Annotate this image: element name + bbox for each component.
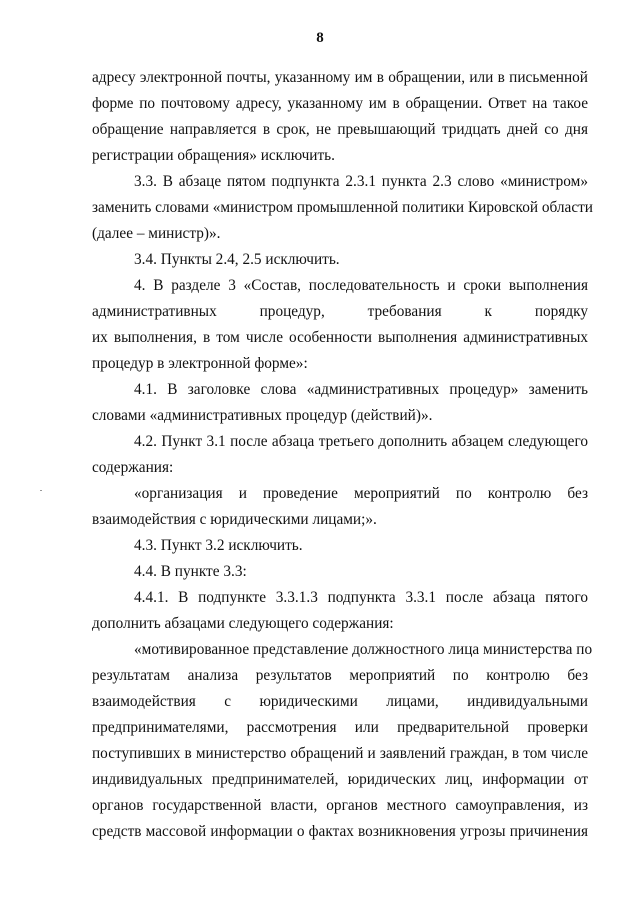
text-line: 4.4. В пункте 3.3:	[134, 563, 247, 580]
text-line: 4. В разделе 3 «Состав, последовательность и сроки выполнения	[134, 277, 588, 294]
text-line: 4.1. В заголовке слова «административных процедур» заменить	[134, 381, 588, 398]
text-line: заменить словами «министром промышленной политики Кировской области	[92, 199, 593, 216]
text-line: 3.3. В абзаце пятом подпункта 2.3.1 пункта 2.3 слово «министром»	[134, 173, 588, 190]
text-line: индивидуальных предпринимателей, юридических лиц, информации от	[92, 771, 588, 788]
text-line: 3.4. Пункты 2.4, 2.5 исключить.	[134, 251, 340, 268]
text-line: словами «административных процедур (действий)».	[92, 407, 433, 424]
text-line: «мотивированное представление должностного лица министерства по	[134, 641, 593, 658]
text-line: административных процедур, требования к порядку	[92, 303, 588, 320]
text-line: регистрации обращения» исключить.	[92, 147, 335, 164]
text-line: предпринимателями, рассмотрения или предварительной проверки	[92, 719, 588, 736]
text-line: 4.4.1. В подпункте 3.3.1.3 подпункта 3.3.1 после абзаца пятого	[134, 589, 588, 606]
text-line: взаимодействия с юридическими лицами, индивидуальными	[92, 693, 588, 710]
text-line: обращение направляется в срок, не превышающий тридцать дней со дня	[92, 121, 588, 138]
text-line: адресу электронной почты, указанному им в обращении, или в письменной	[92, 69, 588, 86]
text-line: «организация и проведение мероприятий по контролю без	[134, 485, 588, 502]
text-line: дополнить абзацами следующего содержания:	[92, 615, 394, 632]
text-line: поступивших в министерство обращений и заявлений граждан, в том числе	[92, 745, 588, 762]
text-line: (далее – министр)».	[92, 225, 221, 242]
text-line: процедур в электронной форме»:	[92, 355, 308, 372]
text-line: 4.2. Пункт 3.1 после абзаца третьего дополнить абзацем следующего	[134, 433, 588, 450]
text-line: результатам анализа результатов мероприятий по контролю без	[92, 667, 588, 684]
text-line: средств массовой информации о фактах возникновения угрозы причинения	[92, 823, 588, 840]
page-number: 8	[316, 30, 324, 46]
text-line: содержания:	[92, 459, 174, 476]
scan-speck	[40, 490, 42, 491]
text-line: 4.3. Пункт 3.2 исключить.	[134, 537, 303, 554]
text-line: их выполнения, в том числе особенности выполнения административных	[92, 329, 588, 346]
text-line: органов государственной власти, органов местного самоуправления, из	[92, 797, 588, 814]
text-line: взаимодействия с юридическими лицами;».	[92, 511, 377, 528]
text-line: форме по почтовому адресу, указанному им в обращении. Ответ на такое	[92, 95, 588, 112]
